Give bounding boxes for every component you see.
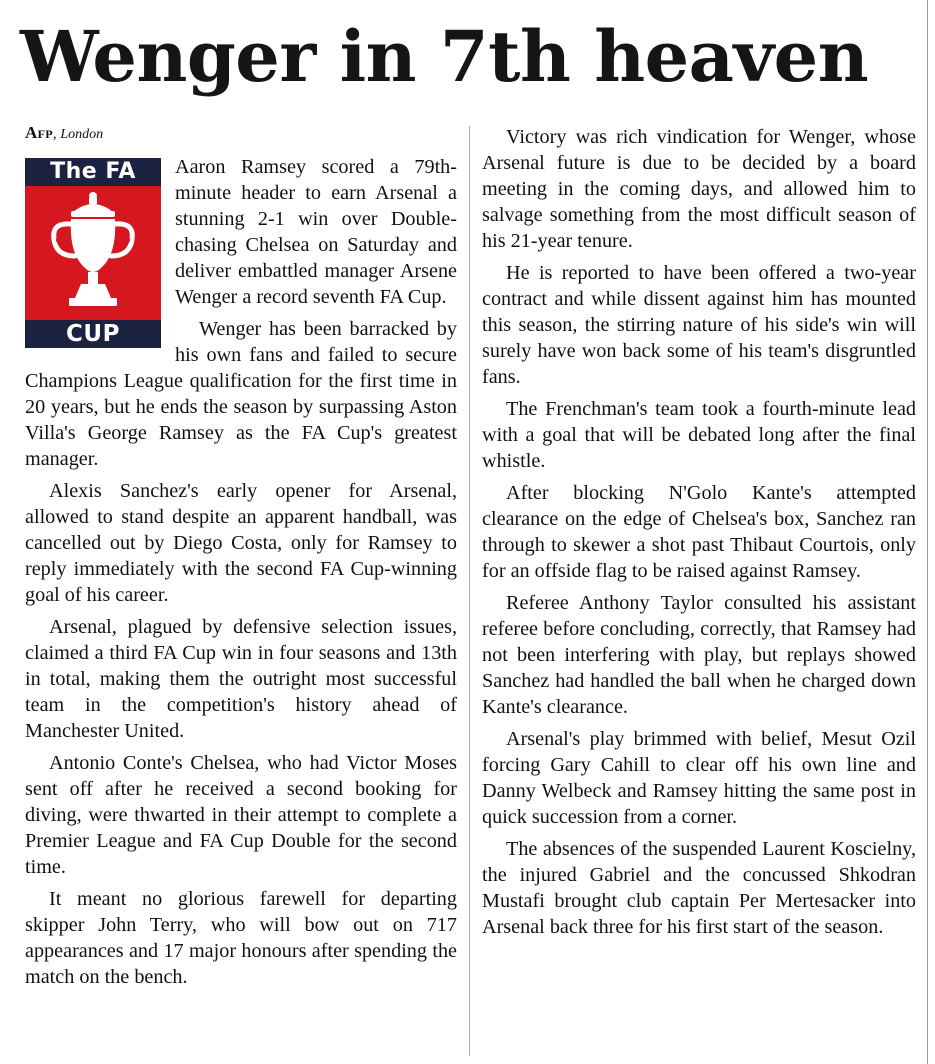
byline	[25, 120, 457, 148]
logo-top-text: The FA	[25, 158, 161, 186]
byline-place: London	[60, 127, 104, 142]
column-divider	[469, 126, 470, 1056]
paragraph: The Frenchman's team took a fourth-minute lead with a goal that will be debated long after the final whistle.	[482, 398, 916, 472]
logo-bottom-text: CUP	[25, 320, 161, 348]
paragraph: It meant no glorious farewell for departing skipper John Terry, who will bow out on 717 appearances and 17 major honours after spending the match on the bench.	[25, 888, 457, 988]
byline-agency: Afp	[25, 123, 53, 142]
paragraph: Victory was rich vindication for Wenger, whose Arsenal future is due to be decided by a board meeting in the coming days, and allowed him to salvage something from the most difficult season of his 21-year tenure.	[482, 126, 916, 252]
byline-separator: ,	[52, 126, 57, 142]
paragraph: He is reported to have been offered a two-year contract and while dissent against him has mounted this season, the stirring nature of his side's win will surely have won back some of his team's disgruntled fans.	[482, 262, 916, 388]
fa-cup-trophy-icon	[25, 186, 161, 320]
logo-red-panel	[25, 186, 161, 320]
paragraph: Aaron Ramsey scored a 79th-minute header to earn Arsenal a stunning 2-1 win over Double-chasing Chelsea on Saturday and deliver embattled manager Arsene Wenger a record seventh FA Cup.	[175, 156, 457, 308]
article-column-right	[482, 124, 916, 946]
page-edge-rule	[927, 0, 928, 1064]
paragraph: Referee Anthony Taylor consulted his assistant referee before concluding, correctly, that Ramsey had not been interfering with play, but replays showed Sanchez had handled the ball when he charged down Kante's clearance.	[482, 592, 916, 718]
paragraph: Arsenal's play brimmed with belief, Mesut Ozil forcing Gary Cahill to clear off his own line and Danny Welbeck and Ramsey hitting the same post in quick succession from a corner.	[482, 728, 916, 828]
fa-cup-logo	[25, 158, 161, 348]
headline: Wenger in 7th heaven	[20, 15, 869, 98]
paragraph: After blocking N'Golo Kante's attempted clearance on the edge of Chelsea's box, Sanchez ran through to skewer a shot past Thibaut Courtois, only for an offside flag to be raised against Ramsey.	[482, 482, 916, 582]
paragraph: Wenger has been barracked by his own fans and failed to secure Champions League qualification for the first time in 20 years, but he ends the season by surpassing Aston Villa's George Ramsey as the FA Cup's greatest manager.	[25, 318, 457, 470]
paragraph: Antonio Conte's Chelsea, who had Victor Moses sent off after he received a second booking for diving, were thwarted in their attempt to complete a Premier League and FA Cup Double for the second time.	[25, 752, 457, 878]
article-column-left	[25, 120, 457, 996]
paragraph: Arsenal, plagued by defensive selection issues, claimed a third FA Cup win in four seasons and 13th in total, making them the outright most successful team in the competition's history ahead of Manchester United.	[25, 616, 457, 742]
paragraph: The absences of the suspended Laurent Koscielny, the injured Gabriel and the concussed Shkodran Mustafi brought club captain Per Mertesacker into Arsenal back three for his first start of the season.	[482, 838, 916, 938]
paragraph: Alexis Sanchez's early opener for Arsenal, allowed to stand despite an apparent handball, was cancelled out by Diego Costa, only for Ramsey to reply immediately with the second FA Cup-winning goal of his career.	[25, 480, 457, 606]
